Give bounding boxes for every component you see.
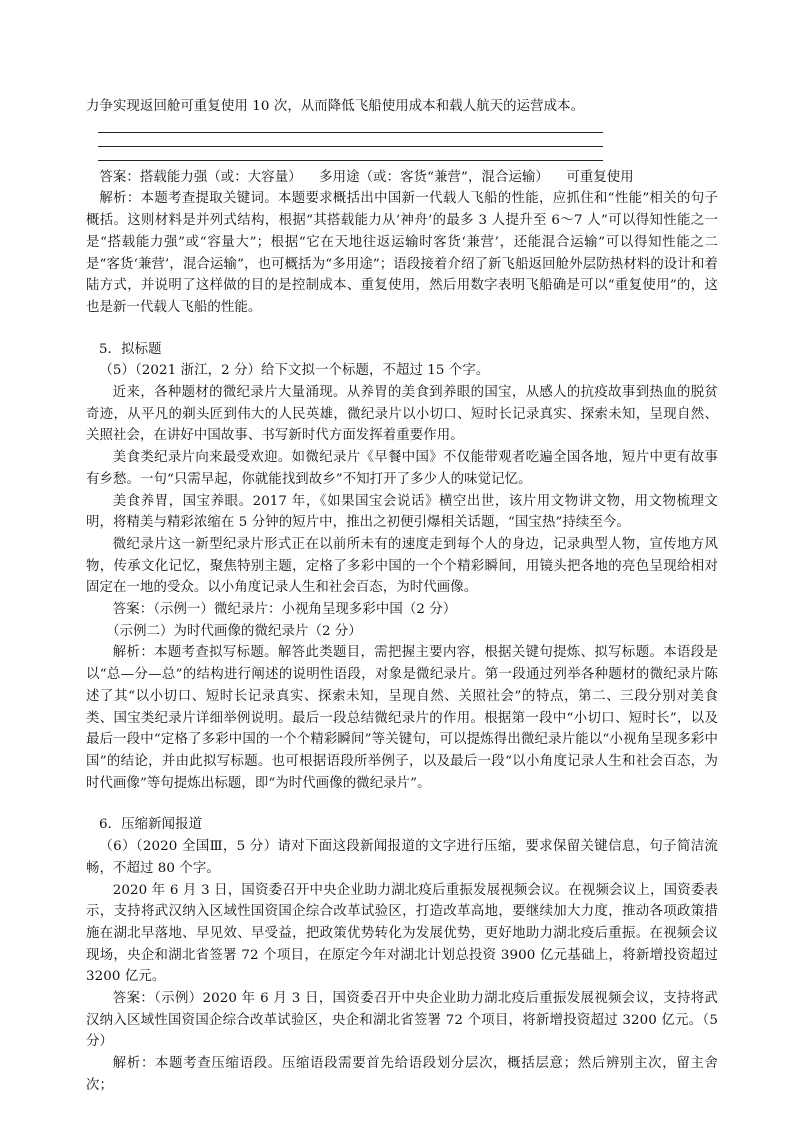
document-page <box>86 96 718 1097</box>
body-paragraph: 近来，各种题材的微纪录片大量涌现。从养胃的美食到养眼的国宝，从感人的抗疫故事到热血的脱贫奇迹，从平凡的剃头匠到伟大的人民英雄，微纪录片以小切口、短时长记录真实、探索未知，呈现自然、关照社会，在讲好中国故事、书写新时代方面发挥着重要作用。 <box>86 385 718 444</box>
analysis-text: 解析：本题考查压缩语段。压缩语段需要首先给语段划分层次，概括层意；然后辨别主次，留主舍次； <box>86 1056 718 1093</box>
body-paragraph: 微纪录片这一新型纪录片形式正在以前所未有的速度走到每个人的身边，记录典型人物，宣传地方风物，传承文化记忆，聚焦特别主题，定格了多彩中国的一个个精彩瞬间，用镜头把各地的亮色呈现给相对固定在一地的受众。以小角度记录人生和社会百态，为时代画像。 <box>86 536 718 596</box>
section-title: 5．拟标题 <box>99 341 162 357</box>
analysis-text: 解析：本题考查拟写标题。解答此类题目，需把握主要内容，根据关键句提炼、拟写标题。本语段是以“总—分—总”的结构进行阐述的说明性语段，对象是微纪录片。第一段通过列举各种题材的微纪录片陈述了其“以小切口、短时长记录真实、探索未知，呈现自然、关照社会”的特点，第二、三段分别对美食类、国宝类纪录片详细举例说明。最后一段总结微纪录片的作用。根据第一段中“小切口、短时长”，以及最后一段中“定格了多彩中国的一个个精彩瞬间”等关键句，可以提炼得出微纪录片能以“小视角呈现多彩中国”的结论，并由此拟写标题。也可根据语段所举例子，以及最后一段“以小角度记录人生和社会百态，为时代画像”等句提炼出标题，即“为时代画像的微纪录片”。 <box>86 645 718 791</box>
continued-text: 力争实现返回舱可重复使用 10 次，从而降低飞船使用成本和载人航天的运营成本。 <box>86 99 585 114</box>
answer-text: 答案：（示例一）微纪录片：小视角呈现多彩中国（2 分） <box>112 602 457 618</box>
analysis-text: 解析：本题考查提取关键词。本题要求概括出中国新一代载人飞船的性能，应抓住和“性能”相关的句子概括。这则材料是并列式结构，根据“其搭载能力从‘神舟’的最多 3 人提升至 6～7 人”可以得知性能之一是“搭载能力强”或“容量大”；根据“它在天地往返运输时客货‘兼营’，还能混合运输”可以得知性能之二是“客货‘兼营’，混合运输”，也可概括为“多用途”；语段接着介绍了新飞船返回舱外层防热材料的设计和着陆方式，并说明了这样做的目的是控制成本、重复使用，然后用数字表明飞船确是可以“重复使用”的，这也是新一代载人飞船的性能。 <box>86 191 718 315</box>
body-paragraph: 美食养胃，国宝养眼。2017 年，《如果国宝会说话》横空出世，该片用文物讲文物，用文物梳理文明，将精美与精彩浓缩在 5 分钟的短片中，推出之初便引爆相关话题，“国宝热”持续至今。 <box>86 493 718 531</box>
section-title: 6．压缩新闻报道 <box>99 817 203 833</box>
question-text: （6）（2020 全国Ⅲ，5 分）请对下面这段新闻报道的文字进行压缩，要求保留关键信息，句子简洁流畅，不超过 80 个字。 <box>86 839 718 876</box>
question-text: （5）（2021 浙江，2 分）给下文拟一个标题，不超过 15 个字。 <box>99 363 490 379</box>
body-paragraph: 美食类纪录片向来最受欢迎。如微纪录片《早餐中国》不仅能带观者吃遍全国各地，短片中更有故事有乡愁。一句“只需早起，你就能找到故乡”不知打开了多少人的味觉记忆。 <box>86 450 718 487</box>
body-paragraph: 2020 年 6 月 3 日，国资委召开中央企业助力湖北疫后重振发展视频会议。在视频会议上，国资委表示，支持将武汉纳入区域性国资国企综合改革试验区，打造改革高地，要继续加大力度，推动各项政策措施在湖北早落地、早见效、早受益，把政策优势转化为发展优势，更好地助力湖北疫后重振。在视频会议现场，央企和湖北省签署 72 个项目，在原定今年对湖北计划总投资 3900 亿元基础上，将新增投资超过 3200 亿元。 <box>86 882 718 985</box>
answer-text: （示例二）为时代画像的微纪录片（2 分） <box>106 623 362 639</box>
answer-text: 答案：（示例）2020 年 6 月 3 日，国资委召开中央企业助力湖北疫后重振发展视频会议，支持将武汉纳入区域性国资国企综合改革试验区，央企和湖北省签署 72 个项目，将新增投资超过 3200 亿元。（5 分） <box>86 991 718 1050</box>
answer-text: 答案：搭载能力强（或：大容量） 多用途（或：客货“兼营”，混合运输） 可重复使用 <box>99 169 634 185</box>
